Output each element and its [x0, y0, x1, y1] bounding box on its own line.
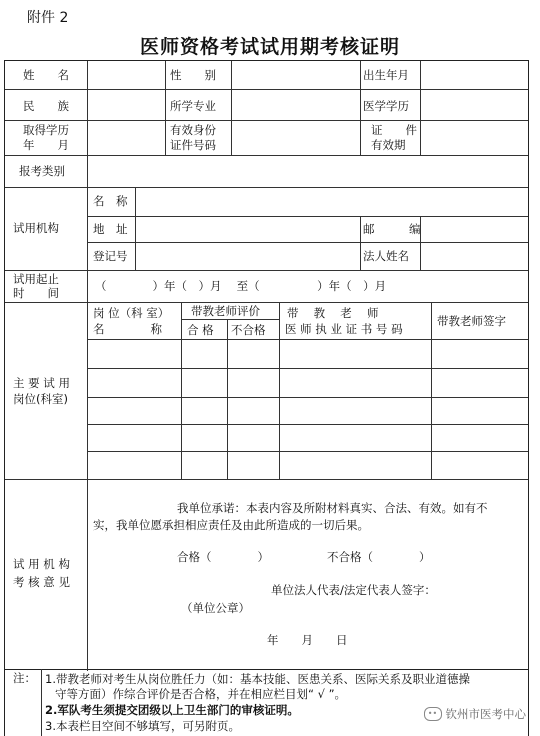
header-qualified: 合 格 — [187, 323, 214, 337]
label-review: 试 用 机 构 — [13, 557, 70, 571]
label-ethnicity: 民 族 — [23, 99, 69, 113]
page-title: 医师资格考试试用期考核证明 — [139, 36, 400, 58]
label-inst-name: 名 称 — [93, 194, 128, 208]
label-edu-obtained: 取得学历 — [23, 123, 69, 137]
label-trial-institution: 试用机构 — [13, 221, 59, 235]
result-qualified: 合格（ ） — [177, 550, 269, 564]
note-3: 3.本表栏目空间不够填写，可另附页。 — [45, 719, 240, 733]
wechat-icon: •• — [424, 707, 442, 721]
watermark-text: 钦州市医考中心 — [445, 707, 526, 721]
header-mentor-cert-number: 医 师 执 业 证 书 号 码 — [285, 322, 403, 336]
header-post-dept: 岗 位（科 室） — [93, 306, 170, 320]
seal-label: （单位公章） — [181, 601, 250, 615]
certificate-form — [4, 60, 529, 670]
label-validity: 证 件 — [371, 123, 417, 137]
header-mentor-cert: 带 教 老 师 — [287, 306, 379, 320]
label-gender: 性 别 — [170, 68, 216, 82]
label-major: 所学专业 — [170, 99, 216, 113]
header-mentor-eval: 带教老师评价 — [191, 304, 260, 318]
label-postcode: 邮 编 — [363, 222, 421, 236]
label-main-trial: 主 要 试 用 — [13, 376, 70, 390]
commitment-text-2: 实，我单位愿承担相应责任及由此所造成的一切后果。 — [93, 518, 369, 532]
label-name: 姓 名 — [23, 68, 69, 82]
label-trial-period-time: 时 间 — [13, 286, 59, 300]
signature-label: 单位法人代表/法定代表人签字： — [271, 583, 436, 597]
label-main-trial-dept: 岗位(科室) — [13, 392, 68, 406]
header-post-dept-name: 名 称 — [93, 322, 162, 336]
result-unqualified: 不合格（ ） — [327, 550, 431, 564]
label-med-degree: 医学学历 — [363, 99, 409, 113]
notes-section — [4, 669, 529, 736]
label-legal-person: 法人姓名 — [363, 249, 409, 263]
note-1: 1.带教老师对考生从岗位胜任力（如：基本技能、医患关系、医际关系及职业道德操 — [45, 672, 470, 686]
label-reg-no: 登记号 — [93, 249, 128, 263]
header-unqualified: 不合格 — [231, 323, 266, 337]
attachment-label: 附件 2 — [27, 10, 69, 26]
trial-period-value: （ ）年（ ）月 至（ ）年（ ）月 — [95, 279, 387, 293]
label-id-cert-number: 证件号码 — [170, 138, 216, 152]
note-1-cont: 守等方面）作综合评价是否合格，并在相应栏目划“ √ ”。 — [55, 687, 347, 701]
note-2: 2.军队考生须提交团级以上卫生部门的审核证明。 — [45, 703, 299, 717]
watermark — [424, 706, 527, 722]
label-birth: 出生年月 — [363, 68, 409, 82]
label-trial-period: 试用起止 — [13, 272, 59, 286]
notes-label: 注： — [13, 671, 36, 685]
commitment-text-1: 我单位承诺：本表内容及所附材料真实、合法、有效。如有不 — [177, 501, 488, 515]
label-validity-period: 有效期 — [371, 138, 406, 152]
label-inst-address: 地 址 — [93, 222, 128, 236]
label-edu-obtained-date: 年 月 — [23, 138, 69, 152]
label-exam-category: 报考类别 — [19, 164, 65, 178]
header-mentor-sign: 带教老师签字 — [437, 314, 506, 328]
label-id-cert: 有效身份 — [170, 123, 216, 137]
label-review-opinion: 考 核 意 见 — [13, 575, 70, 589]
date-label: 年 月 日 — [267, 633, 348, 647]
